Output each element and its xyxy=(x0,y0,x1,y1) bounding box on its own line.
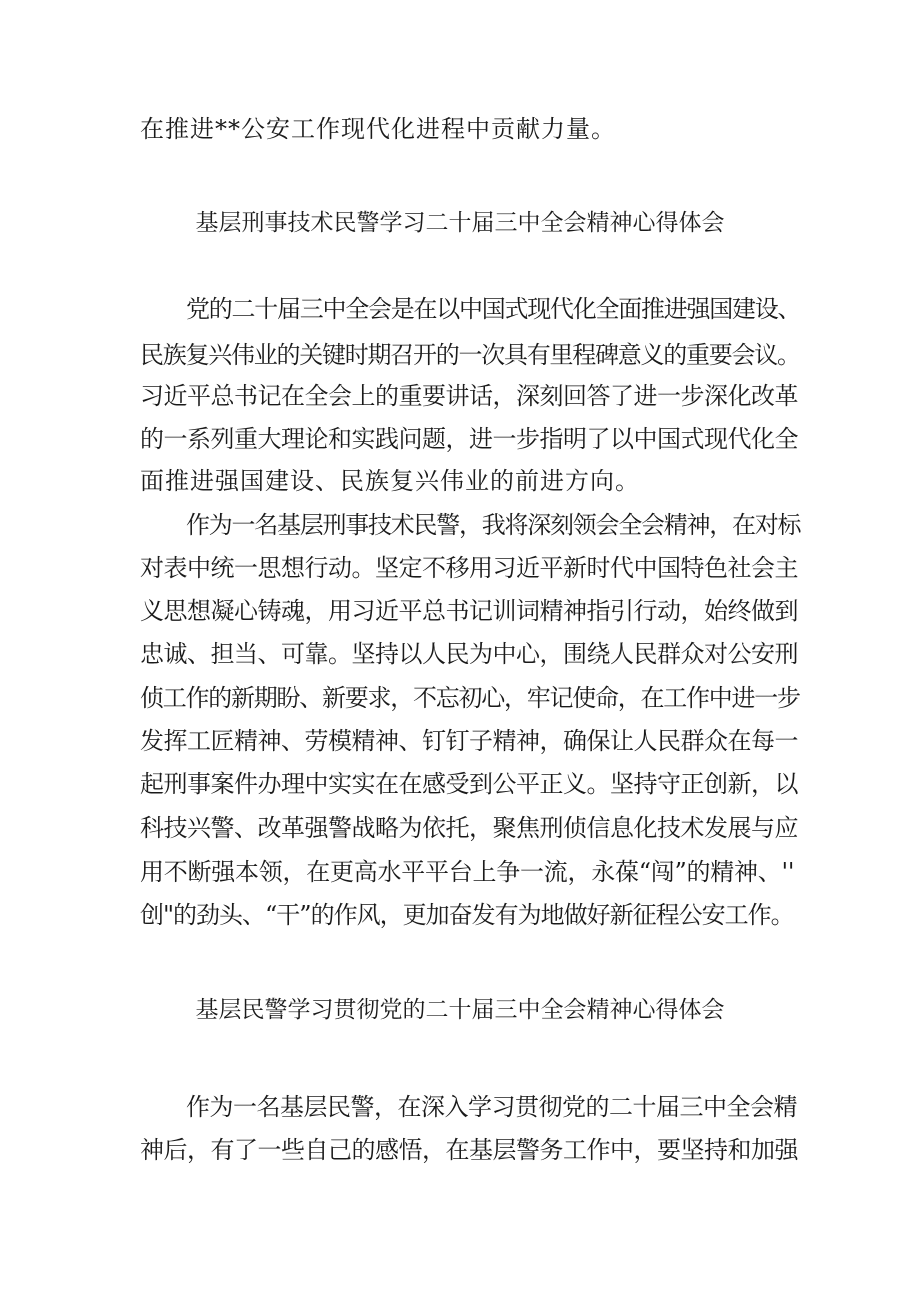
paragraph-line: 侦工作的新期盼、新要求，不忘初心，牢记使命，在工作中进一步 xyxy=(140,684,800,712)
paragraph-line: 义思想凝心铸魂，用习近平总书记训词精神指引行动，始终做到 xyxy=(140,597,798,625)
paragraph-line: 对表中统一思想行动。坚定不移用习近平新时代中国特色社会主 xyxy=(140,554,798,582)
paragraph-line: 神后，有了一些自己的感悟，在基层警务工作中，要坚持和加强 xyxy=(140,1136,798,1164)
section2-title: 基层民警学习贯彻党的二十届三中全会精神心得体会 xyxy=(195,997,725,1023)
paragraph-line: 创"的劲头、“干”的作风，更加奋发有为地做好新征程公安工作。 xyxy=(140,901,794,929)
paragraph-line: 作为一名基层民警，在深入学习贯彻党的二十届三中全会精 xyxy=(186,1093,797,1121)
section1-title: 基层刑事技术民警学习二十届三中全会精神心得体会 xyxy=(195,210,725,236)
paragraph-line: 作为一名基层刑事技术民警，我将深刻领会全会精神，在对标 xyxy=(186,511,801,539)
paragraph-line: 发挥工匠精神、劳模精神、钉钉子精神，确保让人民群众在每一 xyxy=(140,727,798,755)
paragraph-line: 起刑事案件办理中实实在在感受到公平正义。坚持守正创新，以 xyxy=(140,770,798,798)
paragraph-line: 党的二十届三中全会是在以中国式现代化全面推进强国建设、 xyxy=(186,295,801,323)
paragraph-line: 用不断强本领，在更高水平平台上争一流，永葆“闯”的精神、'' xyxy=(140,858,795,886)
paragraph-line: 的一系列重大理论和实践问题，进一步指明了以中国式现代化全 xyxy=(140,425,798,453)
paragraph-line: 科技兴警、改革强警战略为依托，聚焦刑侦信息化技术发展与应 xyxy=(140,814,798,842)
paragraph-line: 习近平总书记在全会上的重要讲话，深刻回答了进一步深化改革 xyxy=(140,382,798,410)
paragraph-line: 民族复兴伟业的关键时期召开的一次具有里程碑意义的重要会议。 xyxy=(140,341,800,369)
paragraph-line: 忠诚、担当、可靠。坚持以人民为中心，围绕人民群众对公安刑 xyxy=(140,640,798,668)
paragraph-line: 面推进强国建设、民族复兴伟业的前进方向。 xyxy=(140,467,640,495)
opening-line: 在推进**公安工作现代化进程中贡献力量。 xyxy=(140,115,616,143)
